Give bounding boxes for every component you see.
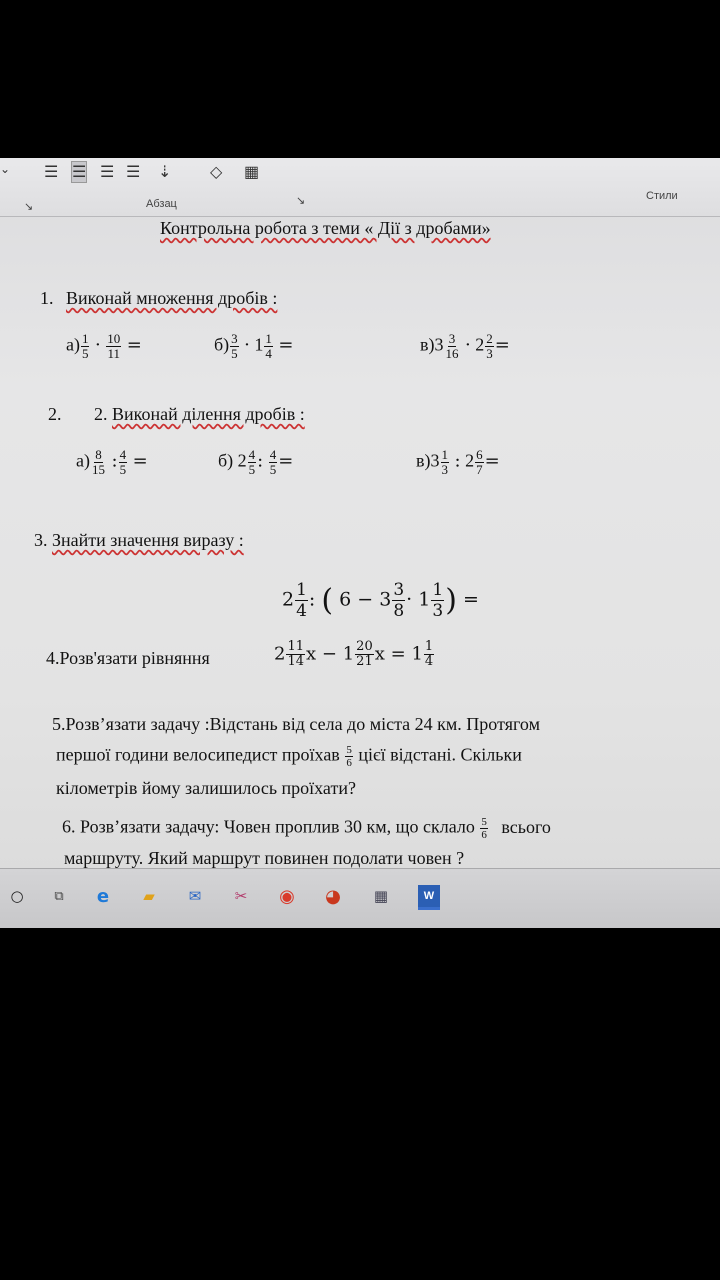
task1-b: б) $\frac{3}{5}$ · 1 $\frac{1}{4}$ = <box>214 331 294 361</box>
task5-line2: першої години велосипедист проїхав $\frac{5}{6}$ цієї відстані. Скільки <box>56 744 522 769</box>
task1-c: в)3 $\frac{3}{16}$ · 2 $\frac{2}{3}$ = <box>420 331 510 361</box>
task2-a: а) $\frac{8}{15}$ : $\frac{4}{5}$ = <box>76 447 148 477</box>
edge-icon[interactable]: e <box>96 885 110 907</box>
file-explorer-icon[interactable]: ▰ <box>143 887 155 905</box>
align-left-icon[interactable]: ☰ <box>44 164 59 181</box>
task2-c: в)3 $\frac{1}{3}$ : 2 $\frac{6}{7}$ = <box>416 447 500 477</box>
task2-b: б) 2 $\frac{4}{5}$ : $\frac{4}{5}$ = <box>218 447 294 477</box>
windows-taskbar <box>0 868 720 928</box>
word-ribbon <box>0 158 720 217</box>
font-dialog-launcher-icon[interactable]: ↘ <box>24 201 34 213</box>
task5-line1: 5.Розв’язати задачу :Відстань від села до міста 24 км. Протягом <box>52 714 540 734</box>
powerpoint-icon[interactable]: ◕ <box>325 885 341 907</box>
word-icon[interactable]: W <box>418 885 440 910</box>
document-page[interactable] <box>0 216 720 886</box>
task3-expression: 2 $\frac{1}{4}$ : ( 6 − 3 $\frac{3}{8}$ · 1 $\frac{1}{3}$ ) = <box>282 580 479 621</box>
styles-group-label: Стили <box>646 190 678 202</box>
task2-heading: 2. 2. Виконай ділення дробів : <box>48 404 305 424</box>
laptop-screen <box>0 158 720 928</box>
shading-icon[interactable]: ◇ <box>210 164 223 181</box>
calculator-icon[interactable]: ▦ <box>373 887 389 905</box>
task4-equation: 2 $\frac{11}{14}$ x − 1 $\frac{20}{21}$ x = 1 $\frac{1}{4}$ <box>274 639 434 669</box>
start-circle-icon[interactable]: ○ <box>10 887 24 905</box>
align-right-icon[interactable]: ☰ <box>100 164 115 181</box>
task6-line1: 6. Розв’язати задачу: Човен проплив 30 км, що склало $\frac{5}{6}$ всього <box>62 816 551 841</box>
borders-icon[interactable]: ▦ <box>244 164 260 181</box>
snipping-tool-icon[interactable]: ✂ <box>234 887 248 905</box>
dropdown-arrow-icon[interactable]: ⌄ <box>0 162 11 176</box>
line-spacing-icon[interactable]: ⇣ <box>158 164 172 181</box>
task5-line3: кілометрів йому залишилось проїхати? <box>56 778 356 798</box>
paragraph-dialog-launcher-icon[interactable]: ↘ <box>296 195 306 207</box>
chrome-icon[interactable]: ◉ <box>279 885 295 907</box>
mail-icon[interactable]: ✉ <box>188 887 202 905</box>
task3-heading: 3. Знайти значення виразу : <box>34 530 244 550</box>
align-center-icon[interactable]: ☰ <box>72 164 87 181</box>
task1-heading: 1. Виконай множення дробів : <box>40 288 278 308</box>
justify-icon[interactable]: ☰ <box>126 164 141 181</box>
task6-line2: маршруту. Який маршрут повинен подолати човен ? <box>64 848 465 868</box>
task1-a: а) $\frac{1}{5}$ · $\frac{10}{11}$ = <box>66 331 142 361</box>
task4-label: 4.Розв'язати рівняння <box>46 648 210 668</box>
document-title: Контрольна робота з теми « Дії з дробами» <box>160 218 491 238</box>
task-view-icon[interactable]: ⧉ <box>54 888 64 904</box>
paragraph-group-label: Абзац <box>146 198 177 210</box>
